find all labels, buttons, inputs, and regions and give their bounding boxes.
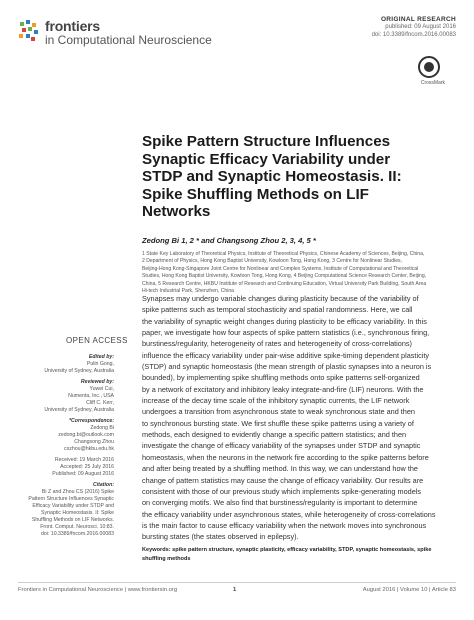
sidebar-heading: Edited by: bbox=[88, 354, 114, 360]
affiliation-line: Beijing-Hong Kong-Singapore Joint Centre for Nonlinear and Complex Systems, Institute of Computational and Theoretical bbox=[142, 265, 419, 272]
doi-link[interactable]: doi: 10.3389/fncom.2016.00083 bbox=[371, 32, 456, 38]
title-line: Spike Shuffling Methods on LIF bbox=[142, 185, 369, 203]
sidebar-line: doi: 10.3389/fncom.2016.00083 bbox=[41, 531, 114, 537]
footer-journal[interactable]: Frontiers in Computational Neuroscience | www.frontiersin.org bbox=[18, 587, 178, 593]
article-type: ORIGINAL RESEARCH bbox=[380, 16, 456, 23]
keywords bbox=[142, 546, 454, 563]
sidebar-line: Zedong Bi bbox=[90, 425, 114, 431]
abstract-line: influence the efficacy variability under pair-wise additive spike-timing dependent plasticity bbox=[142, 350, 430, 360]
affiliation-line: Studies, Hong Kong Baptist University, Kowloon Tong, Hong Kong, 4 Beijing Computational Science Research Center, Beijing, bbox=[142, 273, 427, 280]
published-date: published: 09 August 2016 bbox=[385, 24, 456, 30]
sidebar-heading: Reviewed by: bbox=[80, 379, 114, 385]
sidebar-line: Yuwei Cui, bbox=[89, 386, 114, 392]
sidebar-line: Cliff C. Kerr, bbox=[86, 400, 114, 406]
email-link[interactable]: cszhou@hkbu.edu.hk bbox=[64, 446, 114, 452]
email-link[interactable]: zedong.bi@outlook.com bbox=[58, 432, 114, 438]
abstract-line: Synapses may undergo variable changes during plasticity because of the variability of bbox=[142, 294, 419, 303]
title-line: Synaptic Efficacy Variability under bbox=[142, 150, 391, 168]
article-meta-header bbox=[372, 16, 456, 39]
abstract-line: investigate the change of efficacy variability of the synapses under STDP and synaptic bbox=[142, 441, 421, 451]
sidebar-line: Pattern Structure Influences Synaptic bbox=[28, 496, 114, 502]
crossmark-icon[interactable] bbox=[418, 56, 440, 78]
affiliation-line: 2 Department of Physics, Hong Kong Baptist University, Kowloon Tong, Hong Kong, 3 Centre for Nonlinear Studies, bbox=[142, 258, 403, 265]
abstract-line: by a network of excitatory and inhibitory leaky integrate-and-fire (LIF) neurons. With the bbox=[142, 384, 424, 394]
footer-issue: August 2016 | Volume 10 | Article 83 bbox=[362, 587, 456, 593]
title-line: STDP and Synaptic Homeostasis. II: bbox=[142, 168, 402, 185]
abstract-line: the efficacy variability under asynchronous states, while heterogeneity of cross-correlations bbox=[142, 509, 436, 519]
abstract-line: spike patterns such as temporal stochasticity and spatial randomness. Here, we call bbox=[142, 305, 413, 315]
abstract-line: and after being treated by a shuffling method. In this way, we can understand how the bbox=[142, 464, 418, 474]
sidebar-line: Bi Z and Zhou CS (2016) Spike bbox=[41, 489, 114, 495]
sidebar-line: Numenta, Inc., USA bbox=[68, 393, 114, 399]
abstract-line: consistent with those of our previous study which implements spike-generating models bbox=[142, 486, 422, 496]
abstract-line: bounded), by implementing spike shuffling methods onto spike patterns self-organized bbox=[142, 373, 420, 383]
title-line: Spike Pattern Structure Influences bbox=[142, 133, 391, 150]
keywords-label: Keywords: bbox=[142, 547, 171, 553]
abstract-line: increase of the decay time scale of the inhibitory synaptic currents, the LIF network bbox=[142, 396, 410, 406]
sidebar-heading: *Correspondence: bbox=[69, 418, 114, 424]
frontiers-logo-icon bbox=[18, 20, 40, 42]
dates-block bbox=[10, 457, 114, 478]
sidebar-line: Synaptic Homeostasis. II: Spike bbox=[41, 510, 114, 516]
author-list: Zedong Bi 1, 2 * and Changsong Zhou 2, 3, 4, 5 * bbox=[142, 236, 316, 245]
keywords-text: spike pattern structure, synaptic plasticity, efficacy variability, STDP, synaptic homeostasis, spike shuffling methods bbox=[142, 547, 432, 562]
title-line: Networks bbox=[142, 203, 211, 220]
affiliations bbox=[142, 251, 452, 295]
sidebar-line: Changsong Zhou bbox=[74, 439, 114, 445]
abstract bbox=[142, 293, 454, 543]
affiliation-line: China, 5 Research Centre, HKBU Institute of Research and Continuing Education, Virtual University Park Building, South Area bbox=[142, 280, 427, 287]
reviewed-by-block bbox=[10, 379, 114, 414]
abstract-line: methods, each designed to evidently change a specific pattern statistics; and then bbox=[142, 430, 407, 440]
sidebar-line: Pulin Gong, bbox=[86, 361, 114, 367]
abstract-line: on converging motifs. We also find that burstiness/regularity is important to determine bbox=[142, 498, 418, 508]
article-title bbox=[142, 133, 452, 221]
article-sidebar bbox=[10, 354, 114, 542]
abstract-line: bursting states (the states observed in epilepsy). bbox=[142, 532, 299, 542]
sidebar-line: Received: 19 March 2016 bbox=[54, 457, 114, 463]
affiliation-line: 1 State Key Laboratory of Theoretical Physics, Institute of Theoretical Physics, Chinese Academy of Sciences, Beijing, China, bbox=[142, 251, 425, 257]
sidebar-line: Accepted: 25 July 2016 bbox=[60, 464, 114, 470]
abstract-line: to synchronous bursting state. We first shuffle these spike patterns using a variety of bbox=[142, 418, 414, 428]
footer-divider bbox=[18, 582, 456, 583]
abstract-line: undergoes a transition from asynchronous state to weak synchronous state and then bbox=[142, 407, 415, 417]
citation-block bbox=[10, 482, 114, 538]
abstract-line: burstiness/regularity, heterogeneity of rates and heterogeneity of cross-correlations) bbox=[142, 339, 412, 349]
sidebar-heading: Citation: bbox=[92, 482, 114, 488]
abstract-line: paper, we investigate how four aspects of spike pattern statistics (i.e., synchronous firing, bbox=[142, 328, 430, 338]
affiliation-line: Hi-tech Industrial Park, Shenzhen, China bbox=[142, 288, 235, 295]
abstract-line: change of pattern statistics may cause the change of efficacy variability. Our results are bbox=[142, 475, 424, 485]
journal-logo-subtitle: in Computational Neuroscience bbox=[45, 33, 212, 47]
correspondence-block bbox=[10, 418, 114, 453]
sidebar-line: Shuffling Methods on LIF Networks. bbox=[31, 517, 114, 523]
sidebar-line: Front. Comput. Neurosci. 10:83. bbox=[40, 524, 114, 530]
abstract-line: is the main factor to cause efficacy variability when the network moves into synchronous bbox=[142, 520, 427, 530]
crossmark-label: CrossMark bbox=[420, 80, 445, 86]
abstract-line: homeostasis, when the neurons in the network fire according to the spike patterns before bbox=[142, 452, 429, 462]
sidebar-line: Published: 09 August 2016 bbox=[52, 471, 114, 477]
sidebar-line: Efficacy Variability under STDP and bbox=[32, 503, 114, 509]
abstract-line: (STDP) and synaptic homeostasis (the mean strength of plastic synapses into a neuron is bbox=[142, 362, 432, 372]
abstract-line: the variability of synaptic weight changes during plasticity to be efficacy variability. In this bbox=[142, 316, 427, 326]
page-number: 1 bbox=[233, 587, 237, 593]
sidebar-line: University of Sydney, Australia bbox=[44, 407, 114, 413]
journal-logo-name: frontiers bbox=[45, 18, 100, 34]
sidebar-line: University of Sydney, Australia bbox=[44, 368, 114, 374]
edited-by-block bbox=[10, 354, 114, 375]
open-access-label: OPEN ACCESS bbox=[66, 336, 128, 345]
